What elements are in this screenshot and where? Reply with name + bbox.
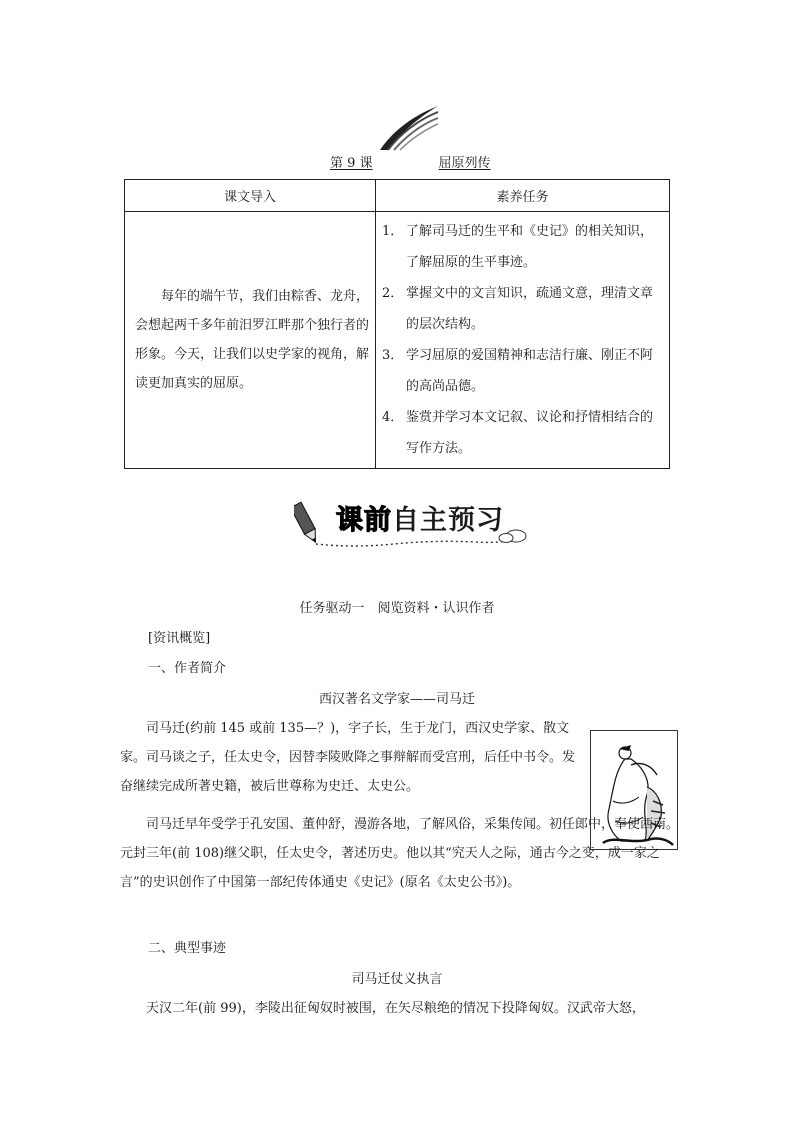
banner-part1: 课前 [336,505,392,536]
intro-text: 每年的端午节，我们由粽香、龙舟，会想起两千多年前汨罗江畔那个独行者的形象。今天，让我们以史学家的视角，解读更加真实的屈原。 [125,212,376,469]
task-item: 3． 学习屈原的爱国精神和志洁行廉、刚正不阿的高尚品德。 [382,348,654,394]
col-header-intro: 课文导入 [125,180,376,212]
intro-table [124,179,670,469]
lesson-title [330,152,491,171]
author-paragraph-1: 司马迁(约前 145 或前 135—？)，字子长，生于龙门，西汉史学家、散文家。司马谈之子，任太史令，因替李陵败降之事辩解而受宫刑，后任中书令。发奋继续完成所著史籍，被后世尊称为史迁、太史公。 [120,721,576,794]
task-title: 任务驱动一 阅览资料・认识作者 [299,601,495,616]
heading-author: 一、作者简介 [148,661,227,676]
heading-deeds: 二、典型事迹 [148,941,227,956]
task-item: 2． 掌握文中的文言知识，疏通文意，理清文章的层次结构。 [382,286,654,332]
task-item: 4． 鉴赏并学习本文记叙、议论和抒情相结合的写作方法。 [382,410,654,456]
deeds-paragraph: 天汉二年(前 99)，李陵出征匈奴时被围，在矢尽粮绝的情况下投降匈奴。汉武帝大怒， [146,1001,645,1016]
task-item: 1． 了解司马迁的生平和《史记》的相关知识，了解屈原的生平事迹。 [382,224,654,270]
pencil-icon [294,502,321,545]
info-label: [资讯概览] [148,631,211,646]
lesson-name: 屈原列传 [438,156,491,171]
author-paragraph-2: 司马迁早年受学于孔安国、董仲舒，漫游各地，了解风俗，采集传闻。初任郎中，奉使西南。元封三年(前 108)继父职，任太史令，著述历史。他以其“究天人之际，通古今之变，成一家之言”的史识创作了中国第一部纪传体通史《史记》(原名《太史公书》)。 [120,817,680,890]
section-banner-title [336,498,504,537]
swoosh-decoration [378,104,440,152]
task-list [376,212,670,469]
author-subtitle: 西汉著名文学家——司马迁 [318,692,475,707]
deeds-subtitle: 司马迁仗义执言 [351,972,443,987]
lesson-number: 第 9 课 [330,156,373,171]
banner-part2: 自主预习 [392,505,504,536]
col-header-tasks: 素养任务 [376,180,670,212]
